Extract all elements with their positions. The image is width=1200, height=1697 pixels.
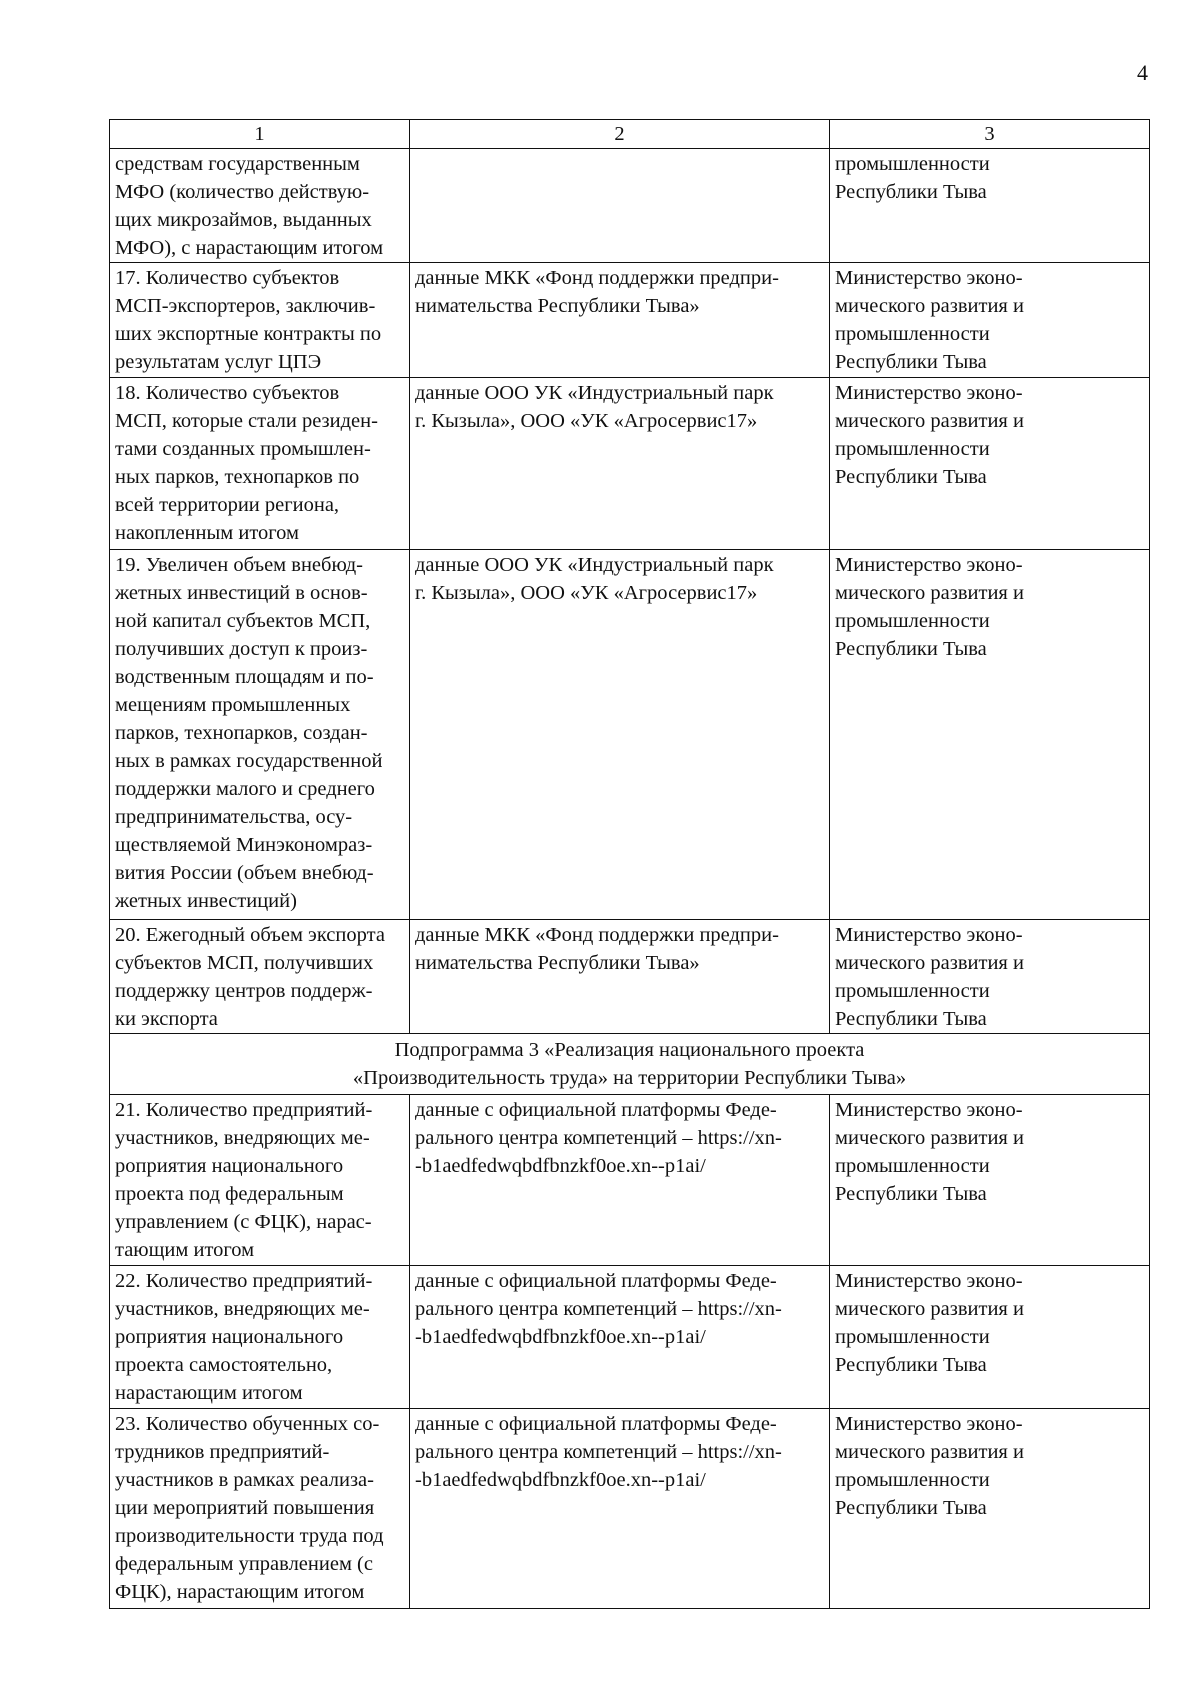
responsible-cell: Министерство эконо- мического развития и промышленности Республики Тыва [830,920,1150,1034]
table-row [110,263,1150,378]
source-cell [410,149,830,263]
responsible-cell: Министерство эконо- мического развития и промышленности Республики Тыва [830,1266,1150,1409]
responsible-cell: Министерство эконо- мического развития и промышленности Республики Тыва [830,1095,1150,1266]
source-cell: данные ООО УК «Индустриальный парк г. Кызыла», ООО «УК «Агросервис17» [410,550,830,920]
subprogram-row [110,1034,1150,1095]
indicator-cell: 18. Количество субъектов МСП, которые стали резиден- тами созданных промышлен- ных парков, технопарков по всей территории региона, накопленным итогом [110,378,410,550]
column-header-2: 2 [410,120,830,149]
table-row [110,378,1150,550]
responsible-cell: Министерство эконо- мического развития и промышленности Республики Тыва [830,378,1150,550]
indicator-cell: 23. Количество обученных со- трудников предприятий- участников в рамках реализа- ции мероприятий повышения производительности труда под федеральным управлением (с ФЦК), нарастающим итогом [110,1409,410,1609]
source-cell: данные МКК «Фонд поддержки предпри- нимательства Республики Тыва» [410,263,830,378]
source-cell: данные с официальной платформы Феде- рального центра компетенций – https://xn- -b1aedfedwqbdfbnzkf0oe.xn--p1ai/ [410,1409,830,1609]
indicator-cell: 19. Увеличен объем внебюд- жетных инвестиций в основ- ной капитал субъектов МСП, получивших доступ к произ- водственным площадям и по- мещениям промышленных парков, технопарков, создан- ных в рамках государственной поддержки малого и среднего предпринимательства, осу- ществляемой Минэкономраз- вития России (объем внебюд- жетных инвестиций) [110,550,410,920]
source-cell: данные ООО УК «Индустриальный парк г. Кызыла», ООО «УК «Агросервис17» [410,378,830,550]
subprogram-title: Подпрограмма 3 «Реализация национального проекта «Производительность труда» на территории Республики Тыва» [110,1034,1150,1095]
column-header-1: 1 [110,120,410,149]
table-row [110,1266,1150,1409]
indicator-cell: средствам государственным МФО (количество действую- щих микрозаймов, выданных МФО), с нарастающим итогом [110,149,410,263]
responsible-cell: Министерство эконо- мического развития и промышленности Республики Тыва [830,263,1150,378]
table-row [110,920,1150,1034]
responsible-cell: Министерство эконо- мического развития и промышленности Республики Тыва [830,1409,1150,1609]
table-row [110,1409,1150,1609]
source-cell: данные с официальной платформы Феде- рального центра компетенций – https://xn- -b1aedfedwqbdfbnzkf0oe.xn--p1ai/ [410,1095,830,1266]
table-header-row [110,120,1150,149]
table-row [110,550,1150,920]
source-cell: данные МКК «Фонд поддержки предпри- нимательства Республики Тыва» [410,920,830,1034]
column-header-3: 3 [830,120,1150,149]
page-number: 4 [1137,60,1148,85]
indicator-cell: 22. Количество предприятий- участников, внедряющих ме- роприятия национального проекта самостоятельно, нарастающим итогом [110,1266,410,1409]
indicators-table [109,119,1150,1609]
responsible-cell: Министерство эконо- мического развития и промышленности Республики Тыва [830,550,1150,920]
indicator-cell: 21. Количество предприятий- участников, внедряющих ме- роприятия национального проекта под федеральным управлением (с ФЦК), нарас- тающим итогом [110,1095,410,1266]
table-row [110,149,1150,263]
indicator-cell: 20. Ежегодный объем экспорта субъектов МСП, получивших поддержку центров поддерж- ки экспорта [110,920,410,1034]
indicator-cell: 17. Количество субъектов МСП-экспортеров, заключив- ших экспортные контракты по результатам услуг ЦПЭ [110,263,410,378]
source-cell: данные с официальной платформы Феде- рального центра компетенций – https://xn- -b1aedfedwqbdfbnzkf0oe.xn--p1ai/ [410,1266,830,1409]
table-row [110,1095,1150,1266]
responsible-cell: промышленности Республики Тыва [830,149,1150,263]
